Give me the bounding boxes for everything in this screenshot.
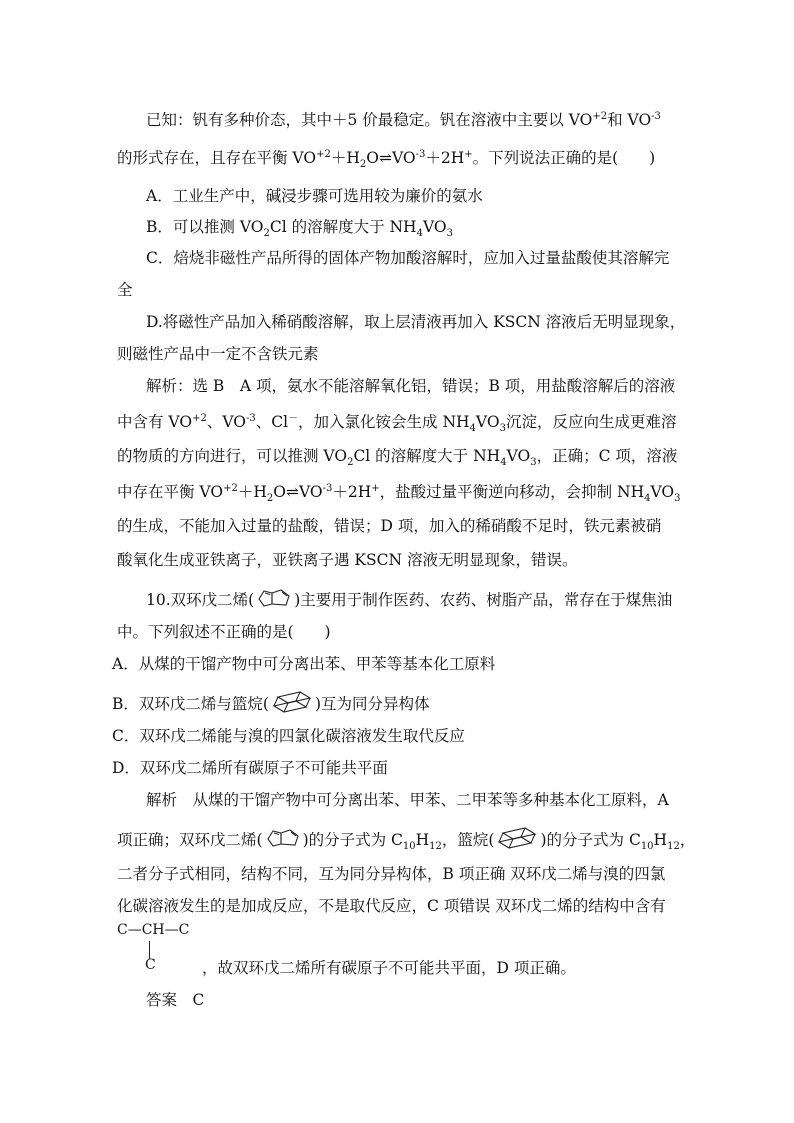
q10-stem-line2: 中。下列叙述不正确的是( ) xyxy=(117,623,331,641)
q10-analysis-line3: 二者分子式相同，结构不同，互为同分异构体，B 项正确 双环戊二烯与溴的四氯 xyxy=(117,865,666,883)
q9-analysis-line4: 中存在平衡 $VO^{+2}+H_2O\rightleftharpoons VO^{-3}+2H^+$，盐酸过量平衡逆向移动，会抑制 $NH_4VO_3$ xyxy=(117,482,681,505)
structure-top-row: C—CH—C xyxy=(117,922,190,938)
q10-answer: 答案 C xyxy=(146,991,205,1009)
q10-stem-line1: 10.双环戊二烯( )主要用于制作医药、农药、树脂产品，常存在于煤焦油 xyxy=(146,590,672,610)
q9-stem-line1: 已知：钒有多种价态，其中＋5 价最稳定。钒在溶液中主要以 $VO^{+2}$和 $VO^{-3}$ xyxy=(146,110,661,129)
dicyclopentadiene-structure-icon xyxy=(264,827,302,849)
q9-option-a: A．工业生产中，碱浸步骤可选用较为廉价的氨水 xyxy=(146,187,483,205)
q9-option-d-line2: 则磁性产品中一定不含铁元素 xyxy=(117,345,319,363)
q9-stem-line2: 的形式存在，且存在平衡 $VO^{+2}+H_2O\rightleftharpoons VO^{-3}+2H^+$。下列说法正确的是( ) xyxy=(117,148,656,171)
dicyclopentadiene-structure-icon xyxy=(255,587,293,609)
q10-option-b: B．双环戊二烯与篮烷( )互为同分异构体 xyxy=(112,694,430,716)
q9-option-c-line1: C．焙烧非磁性产品所得的固体产物加酸溶解时，应加入过量盐酸使其溶解完 xyxy=(146,249,670,267)
carbon-skeleton-structure xyxy=(117,922,207,972)
q9-analysis-line5: 的生成，不能加入过量的盐酸，错误；D 项，加入的稀硝酸不足时，铁元素被硝 xyxy=(117,517,662,535)
q9-analysis-line6: 酸氧化生成亚铁离子，亚铁离子遇 KSCN 溶液无明显现象，错误。 xyxy=(117,551,578,569)
q9-option-c-line2: 全 xyxy=(117,281,133,299)
q10-option-c: C．双环戊二烯能与溴的四氯化碳溶液发生取代反应 xyxy=(112,727,465,745)
q9-option-d-line1: D.将磁性产品加入稀硝酸溶解，取上层清液再加入 KSCN 溶液后无明显现象， xyxy=(146,313,686,331)
q10-option-a: A．从煤的干馏产物中可分离出苯、甲苯等基本化工原料 xyxy=(112,655,496,673)
q10-analysis-line5: ，故双环戊二烯所有碳原子不可能共平面，D 项正确。 xyxy=(202,959,576,977)
q10-analysis-line4: 化碳溶液发生的是加成反应，不是取代反应，C 项错误 双环戊二烯的结构中含有 xyxy=(117,897,666,915)
cubane-basket-structure-icon xyxy=(270,688,314,716)
q9-analysis-line3: 的物质的方向进行，可以推测 $VO_2Cl$ 的溶解度大于 $NH_4VO_3$，正确；C 项，溶液 xyxy=(117,447,678,469)
q9-analysis-line1: 解析：选 B A 项，氨水不能溶解氧化铝，错误；B 项，用盐酸溶解后的溶液 xyxy=(146,377,676,395)
structure-bottom-atom: C xyxy=(145,957,156,973)
q10-analysis-line2: 项正确；双环戊二烯( )的分子式为 $C_{10}H_{12}$，篮烷( )的分子式为 $C_{10}H_{12}$， xyxy=(117,830,695,852)
q10-analysis-line1: 解析 从煤的干馏产物中可分离出苯、甲苯、二甲苯等多种基本化工原料，A xyxy=(146,791,669,809)
q10-option-d: D．双环戊二烯所有碳原子不可能共平面 xyxy=(112,759,388,777)
q9-option-b: B．可以推测 $VO_2Cl$ 的溶解度大于 $NH_4VO_3$ xyxy=(146,218,453,240)
q9-analysis-line2: 中含有 $VO^{+2}$、$VO^{-3}$、Cl－，加入氯化铵会生成 $NH_4VO_3$沉淀，反应向生成更难溶 xyxy=(117,412,677,435)
cubane-basket-structure-icon xyxy=(495,824,539,852)
